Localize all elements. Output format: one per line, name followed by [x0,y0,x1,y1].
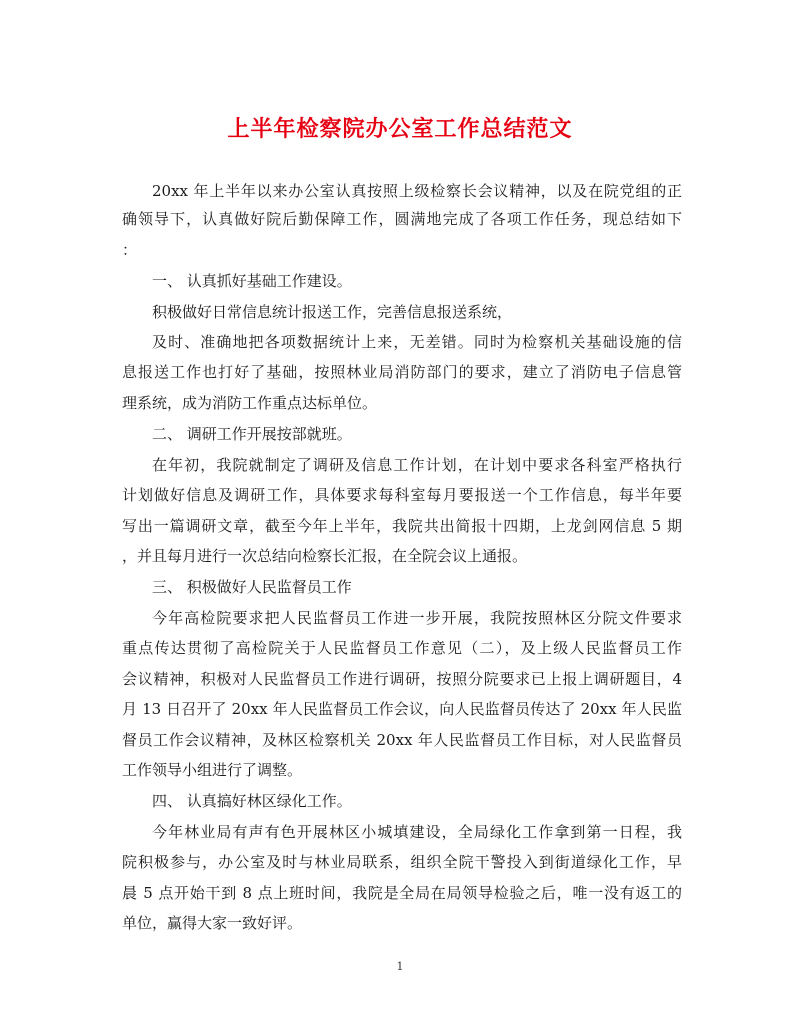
paragraph-line: ，并且每月进行一次总结向检察长汇报，在全院会议上通报。 [122,547,528,565]
paragraph-line: 重点传达贯彻了高检院关于人民监督员工作意见（二），及上级人民监督员工作 [122,639,682,657]
paragraph-line: 今年林业局有声有色开展林区小城填建设，全局绿化工作拿到第一日程，我 [152,823,682,841]
paragraph-line: 院积极参与，办公室及时与林业局联系，组织全院干警投入到街道绿化工作，早 [122,853,682,871]
paragraph-line: 今年高检院要求把人民监督员工作进一步开展，我院按照林区分院文件要求 [152,609,682,627]
section-heading: 三、 积极做好人民监督员工作 [152,578,352,596]
paragraph-line: 积极做好日常信息统计报送工作，完善信息报送系统， [152,303,513,321]
paragraph-line: 督员工作会议精神，及林区检察机关 20xx 年人民监督员工作目标，对人民监督员 [122,731,682,749]
page-number: 1 [396,960,404,973]
paragraph-line: 理系统，成为消防工作重点达标单位。 [122,394,378,412]
paragraph-line: 工作领导小组进行了调整。 [122,761,303,779]
paragraph-line: ： [122,241,138,259]
paragraph-line: 月 13 日召开了 20xx 年人民监督员工作会议，向人民监督员传达了 20xx 年人民监 [122,700,682,718]
paragraph-line: 在年初，我院就制定了调研及信息工作计划，在计划中要求各科室严格执行 [152,456,682,474]
paragraph-line: 确领导下，认真做好院后勤保障工作，圆满地完成了各项工作任务，现总结如下 [122,210,682,228]
paragraph-line: 写出一篇调研文章，截至今年上半年，我院共出简报十四期，上龙剑网信息 5 期 [122,517,682,535]
paragraph-line: 晨 5 点开始干到 8 点上班时间，我院是全局在局领导检验之后，唯一没有返工的 [122,884,682,902]
section-heading: 二、 调研工作开展按部就班。 [152,425,352,443]
section-heading: 四、 认真搞好林区绿化工作。 [152,792,352,810]
paragraph-line: 计划做好信息及调研工作，具体要求每科室每月要报送一个工作信息，每半年要 [122,486,682,504]
paragraph-line: 20xx 年上半年以来办公室认真按照上级检察长会议精神，以及在院党组的正 [152,182,682,200]
document-title: 上半年检察院办公室工作总结范文 [227,116,573,142]
paragraph-line: 及时、准确地把各项数据统计上来，无差错。同时为检察机关基础设施的信 [152,333,682,351]
section-heading: 一、 认真抓好基础工作建设。 [152,272,352,290]
paragraph-line: 单位，赢得大家一致好评。 [122,914,303,932]
paragraph-line: 会议精神，积极对人民监督员工作进行调研，按照分院要求已上报上调研题目，4 [122,670,682,688]
paragraph-line: 息报送工作也打好了基础，按照林业局消防部门的要求，建立了消防电子信息管 [122,363,682,381]
